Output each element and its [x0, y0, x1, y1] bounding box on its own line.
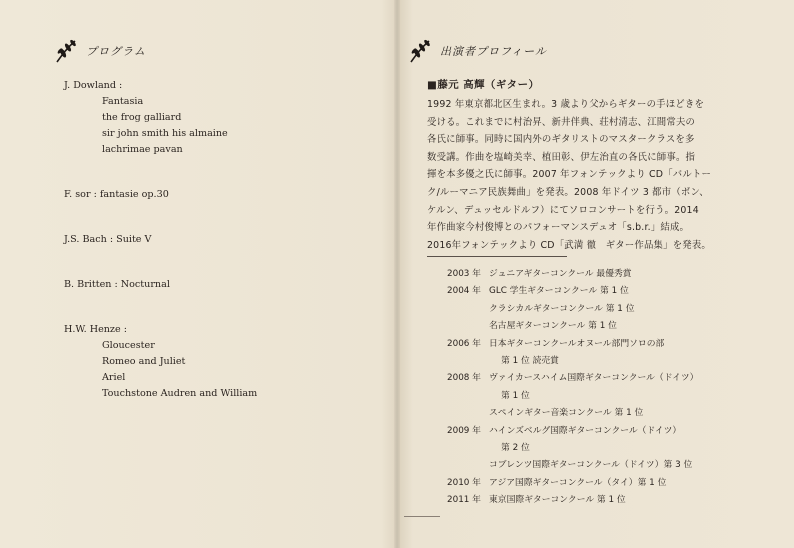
award-text: ジュニアギターコンクール 最優秀賞	[489, 269, 632, 279]
program-title: プログラム	[86, 45, 146, 58]
work-item: Gloucester	[102, 340, 155, 351]
award-text: 名古屋ギターコンクール 第 1 位	[489, 321, 617, 332]
footer-mark	[404, 516, 440, 517]
award-row	[447, 266, 698, 283]
award-year	[447, 353, 489, 370]
bio-line: 年作曲家今村俊博とのパフォーマンスデュオ「s.b.r.」結成。	[427, 222, 690, 234]
award-text: GLC 学生ギターコンクール 第 1 位	[489, 286, 629, 297]
composer-line: J. Dowland :	[64, 80, 123, 91]
award-year: 2010 年	[447, 477, 481, 488]
program-heading	[54, 38, 146, 64]
award-text: 第 1 位 読売賞	[501, 356, 559, 367]
work-item: Fantasia	[102, 96, 144, 107]
award-text: 第 1 位	[501, 390, 530, 401]
award-text: コブレンツ国際ギターコンクール（ドイツ）第 3 位	[489, 460, 693, 471]
profile-title: 出演者プロフィール	[440, 45, 547, 58]
award-text: スペインギター音楽コンクール 第 1 位	[489, 408, 644, 419]
composer-line: H.W. Henze :	[64, 324, 127, 335]
award-year	[447, 318, 489, 335]
program-list	[64, 78, 257, 402]
bio-line: 1992 年東京都北区生まれ。3 歳より父からギターの手ほどきを	[427, 99, 705, 110]
profile-heading	[408, 38, 547, 64]
award-row	[447, 492, 698, 509]
performer-bio	[427, 96, 735, 254]
award-text: 東京国際ギターコンクール 第 1 位	[489, 495, 626, 506]
award-row	[447, 353, 698, 370]
award-year: 2003 年	[447, 269, 481, 279]
award-text: クラシカルギターコンクール 第 1 位	[489, 303, 635, 314]
award-text: アジア国際ギターコンクール（タイ）第 1 位	[489, 477, 667, 488]
bio-line: 数受講。作曲を塩崎美幸、植田彰、伊左治直の各氏に師事。指	[427, 151, 696, 163]
award-text: ハインズベルグ国際ギターコンクール（ドイツ）	[489, 425, 682, 436]
award-row	[447, 405, 698, 422]
awards-list	[447, 266, 698, 510]
work-item: Ariel	[102, 372, 126, 383]
work-item: lachrimae pavan	[102, 144, 183, 155]
award-text: 日本ギターコンクールオヌール部門ソロの部	[489, 338, 665, 349]
award-year: 2006 年	[447, 338, 481, 349]
bio-line: 2016年フォンテックより CD「武満 徹 ギター作品集」を発表。	[427, 239, 711, 251]
award-text: 第 2 位	[501, 443, 530, 454]
award-year	[447, 405, 489, 422]
laurel-leaf-icon	[54, 38, 80, 64]
bio-line: 各氏に師事。同時に国内外のギタリストのマスタークラスを多	[427, 134, 695, 146]
bio-line: ケルン、デュッセルドルフ）にてソロコンサートを行う。2014	[427, 204, 699, 216]
award-year	[447, 457, 489, 474]
award-row	[447, 457, 698, 474]
section-divider	[427, 256, 567, 257]
award-row	[447, 336, 698, 353]
award-year: 2008 年	[447, 373, 481, 384]
work-item: Touchstone Audren and William	[102, 388, 258, 399]
award-row	[447, 475, 698, 492]
composer-line: F. sor : fantasie op.30	[64, 189, 169, 200]
award-row	[447, 283, 698, 300]
bio-line: 揮を本多優之氏に師事。2007 年フォンテックより CD「バルトー	[427, 169, 712, 181]
award-row	[447, 388, 698, 405]
work-item: the frog galliard	[102, 112, 182, 123]
work-item: sir john smith his almaine	[102, 128, 228, 139]
award-row	[447, 423, 698, 440]
award-row	[447, 370, 698, 387]
award-year	[447, 301, 489, 318]
composer-line: J.S. Bach : Suite V	[64, 234, 152, 245]
laurel-leaf-icon	[408, 38, 434, 64]
award-row	[447, 318, 698, 335]
award-year	[447, 388, 489, 405]
work-item: Romeo and Juliet	[102, 356, 186, 367]
award-text: ヴァイカースハイム国際ギターコンクール（ドイツ）	[489, 373, 699, 384]
bio-line: ク/ルーマニア民族舞曲」を発表。2008 年ドイツ 3 都市（ボン、	[427, 186, 709, 198]
award-row	[447, 301, 698, 318]
performer-name: ■藤元 高輝（ギター）	[427, 79, 540, 91]
award-year	[447, 440, 489, 457]
award-year: 2011 年	[447, 495, 481, 506]
award-year: 2004 年	[447, 286, 481, 297]
award-year: 2009 年	[447, 425, 481, 436]
bio-line: 受ける。これまでに村治昇、新井伴典、荘村清志、江間常夫の	[427, 116, 696, 128]
composer-line: B. Britten : Nocturnal	[64, 279, 170, 290]
award-row	[447, 440, 698, 457]
